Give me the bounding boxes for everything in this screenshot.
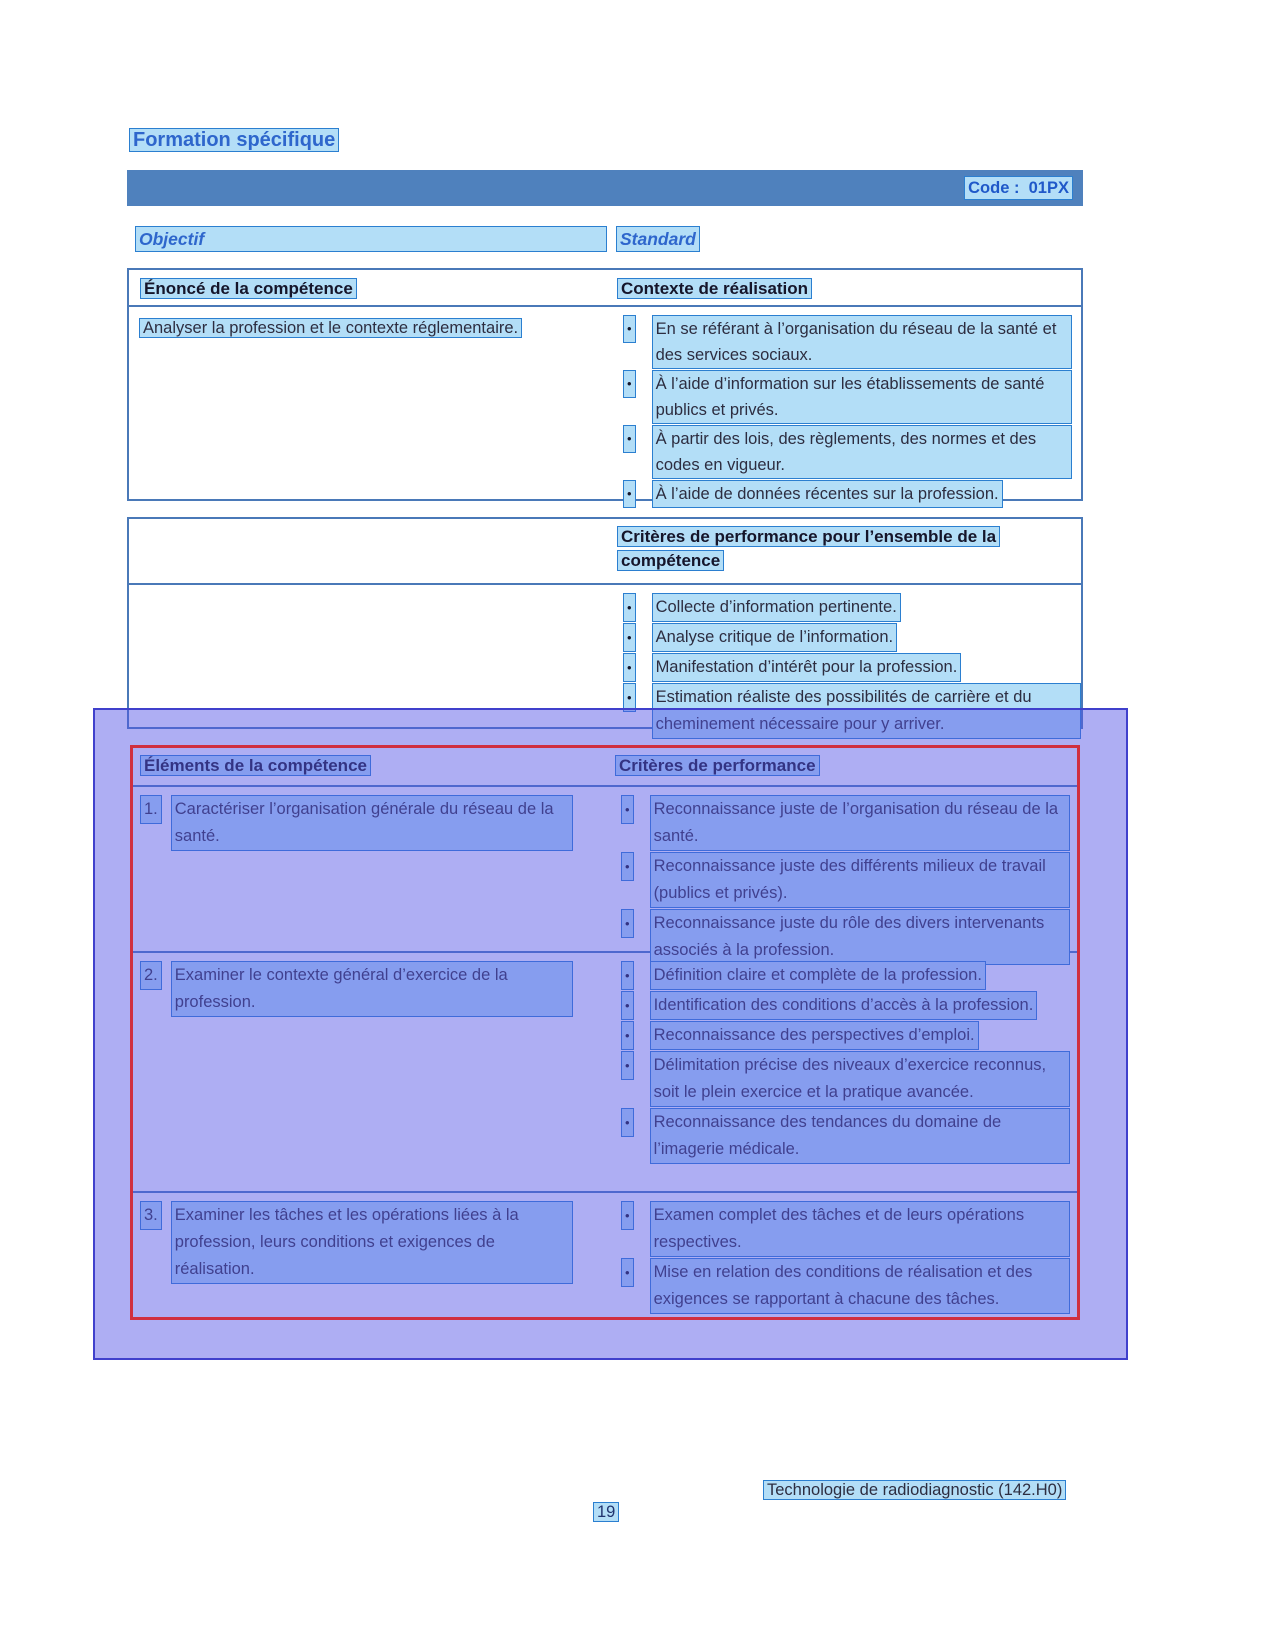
list-item bbox=[617, 370, 1081, 424]
page-title bbox=[129, 127, 339, 153]
list-item-text: Délimitation précise des niveaux d’exercice reconnus, soit le plein exercice et la pratique avancée. bbox=[650, 1051, 1070, 1107]
list-item bbox=[617, 425, 1081, 479]
bullet-icon: • bbox=[621, 1258, 634, 1287]
list-item-text: En se référant à l’organisation du réseau de la santé et des services sociaux. bbox=[652, 315, 1072, 369]
list-item bbox=[615, 961, 1080, 990]
list-item bbox=[617, 623, 1081, 652]
bullet-icon: • bbox=[623, 653, 636, 682]
enonce-text: Analyser la profession et le contexte réglementaire. bbox=[139, 318, 522, 338]
table-row bbox=[130, 1193, 1080, 1320]
list-item bbox=[617, 653, 1081, 682]
list-item bbox=[615, 852, 1080, 908]
bullet-icon: • bbox=[621, 852, 634, 881]
table2-empty-header-cell bbox=[129, 525, 617, 583]
element-number: 1. bbox=[140, 795, 162, 824]
bullet-icon: • bbox=[623, 315, 636, 343]
bullet-icon: • bbox=[621, 1108, 634, 1137]
bullet-icon: • bbox=[621, 1051, 634, 1080]
code-label: Code : 01PX bbox=[964, 176, 1073, 200]
table-criteres-ensemble bbox=[127, 517, 1083, 733]
list-item bbox=[617, 480, 1081, 508]
bullet-icon: • bbox=[623, 425, 636, 453]
list-item bbox=[617, 593, 1081, 622]
table-enonce-contexte bbox=[127, 268, 1083, 501]
list-item bbox=[615, 1201, 1080, 1257]
table1-header-row bbox=[129, 270, 1081, 307]
table-row bbox=[130, 953, 1080, 1193]
table1-col1-header: Énoncé de la compétence bbox=[129, 277, 617, 305]
list-item-text: Examen complet des tâches et de leurs opérations respectives. bbox=[650, 1201, 1070, 1257]
list-item-text: Reconnaissance juste de l’organisation du réseau de la santé. bbox=[650, 795, 1070, 851]
list-item bbox=[615, 991, 1080, 1020]
bullet-icon: • bbox=[621, 909, 634, 938]
table-elements-criteres bbox=[130, 745, 1080, 1320]
table2-criteria-cell bbox=[617, 593, 1081, 740]
table2-header-cell bbox=[617, 525, 1081, 583]
element-cell bbox=[130, 795, 615, 966]
contexte-cell bbox=[617, 315, 1081, 509]
enonce-cell bbox=[129, 315, 617, 509]
element-text: Examiner le contexte général d’exercice de la profession. bbox=[171, 961, 573, 1017]
bullet-icon: • bbox=[621, 795, 634, 824]
list-item-text: Définition claire et complète de la profession. bbox=[650, 961, 986, 990]
page-title-text: Formation spécifique bbox=[129, 128, 339, 152]
list-item bbox=[615, 1108, 1080, 1164]
table3-col2-header: Critères de performance bbox=[615, 754, 1080, 785]
bullet-icon: • bbox=[621, 1201, 634, 1230]
bullet-icon: • bbox=[623, 623, 636, 652]
list-item-text: Reconnaissance juste du rôle des divers intervenants associés à la profession. bbox=[650, 909, 1070, 965]
element-number: 2. bbox=[140, 961, 162, 990]
objectif-label: Objectif bbox=[135, 226, 607, 252]
list-item-text: Estimation réaliste des possibilités de carrière et du cheminement nécessaire pour y arriver. bbox=[652, 683, 1081, 739]
list-item-text: À partir des lois, des règlements, des normes et des codes en vigueur. bbox=[652, 425, 1072, 479]
criteria-cell bbox=[615, 961, 1080, 1191]
table1-body-row bbox=[129, 307, 1081, 509]
bullet-icon: • bbox=[621, 1021, 634, 1050]
list-item bbox=[617, 683, 1081, 739]
bullet-icon: • bbox=[623, 683, 636, 712]
list-item bbox=[615, 1258, 1080, 1314]
list-item-text: Collecte d’information pertinente. bbox=[652, 593, 901, 622]
list-item bbox=[617, 315, 1081, 369]
list-item-text: Analyse critique de l’information. bbox=[652, 623, 898, 652]
criteria-cell bbox=[615, 1201, 1080, 1320]
element-cell bbox=[130, 961, 615, 1191]
element-cell bbox=[130, 1201, 615, 1320]
table1-col2-header: Contexte de réalisation bbox=[617, 277, 1081, 305]
bullet-icon: • bbox=[621, 961, 634, 990]
page-number: 19 bbox=[593, 1501, 619, 1523]
standard-label: Standard bbox=[616, 226, 700, 252]
list-item bbox=[615, 909, 1080, 965]
bullet-icon: • bbox=[623, 593, 636, 622]
element-text: Examiner les tâches et les opérations liées à la profession, leurs conditions et exigences de réalisation. bbox=[171, 1201, 573, 1284]
bullet-icon: • bbox=[623, 370, 636, 398]
list-item-text: Reconnaissance juste des différents milieux de travail (publics et privés). bbox=[650, 852, 1070, 908]
objectif-standard-row bbox=[135, 226, 1081, 252]
table2-empty-body-cell bbox=[129, 593, 617, 740]
list-item-text: À l’aide de données récentes sur la profession. bbox=[652, 480, 1003, 508]
list-item-text: Identification des conditions d’accès à la profession. bbox=[650, 991, 1038, 1020]
list-item-text: Manifestation d’intérêt pour la profession. bbox=[652, 653, 962, 682]
list-item-text: Reconnaissance des tendances du domaine de l’imagerie médicale. bbox=[650, 1108, 1070, 1164]
table3-header-row bbox=[130, 745, 1080, 787]
list-item bbox=[615, 795, 1080, 851]
table3-col1-header: Éléments de la compétence bbox=[130, 754, 615, 785]
bullet-icon: • bbox=[623, 480, 636, 508]
list-item bbox=[615, 1051, 1080, 1107]
list-item-text: Mise en relation des conditions de réalisation et des exigences se rapportant à chacune des tâches. bbox=[650, 1258, 1070, 1314]
code-header-bar bbox=[127, 170, 1083, 206]
footer-document-title: Technologie de radiodiagnostic (142.H0) bbox=[763, 1479, 1066, 1501]
element-number: 3. bbox=[140, 1201, 162, 1230]
bullet-icon: • bbox=[621, 991, 634, 1020]
table-row bbox=[130, 787, 1080, 959]
element-text: Caractériser l’organisation générale du réseau de la santé. bbox=[171, 795, 573, 851]
list-item-text: À l’aide d’information sur les établissements de santé publics et privés. bbox=[652, 370, 1072, 424]
criteria-cell bbox=[615, 795, 1080, 966]
table2-header-text: Critères de performance pour l’ensemble de la compétence bbox=[617, 526, 1000, 571]
list-item-text: Reconnaissance des perspectives d’emploi. bbox=[650, 1021, 979, 1050]
list-item bbox=[615, 1021, 1080, 1050]
table2-body-row bbox=[129, 585, 1081, 740]
table2-header-row bbox=[129, 519, 1081, 585]
